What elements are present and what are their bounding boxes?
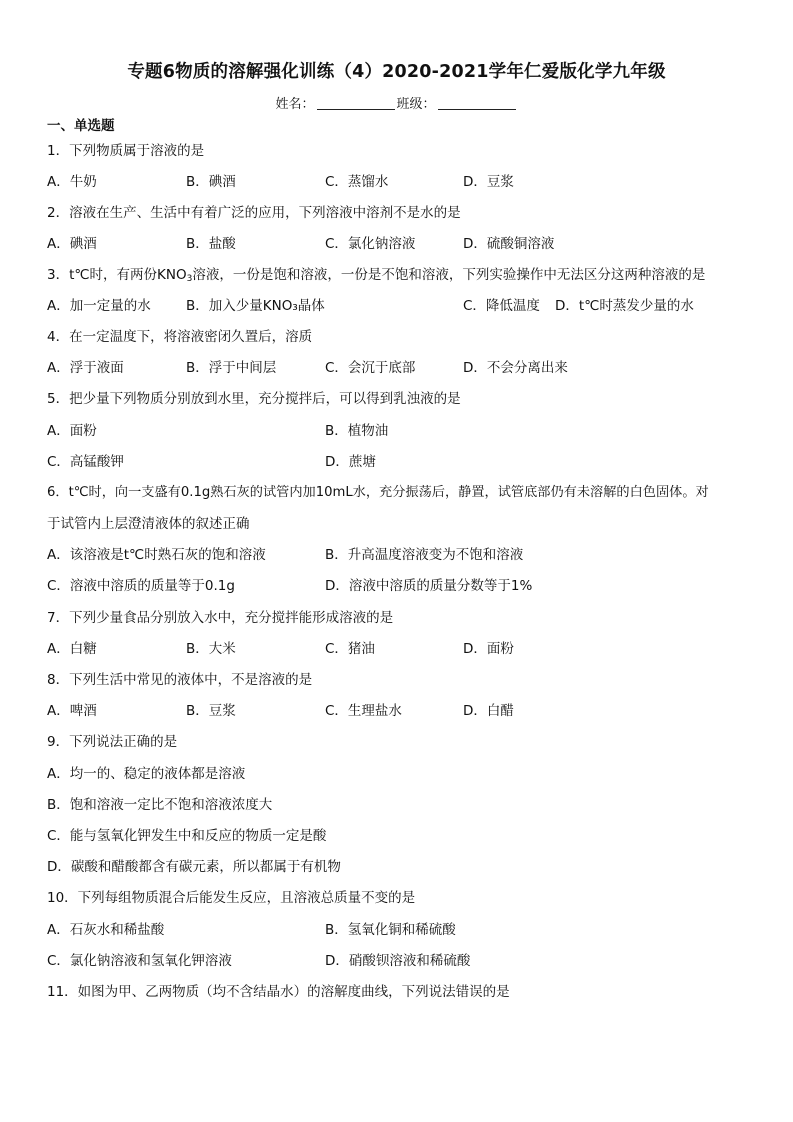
option: B．碘酒 xyxy=(186,174,236,190)
option: D．白醋 xyxy=(463,703,514,719)
option: B．大米 xyxy=(186,641,236,657)
question-stem: 2．溶液在生产、生活中有着广泛的应用，下列溶液中溶剂不是水的是 xyxy=(47,205,461,221)
option: C．溶液中溶质的质量等于0.1g xyxy=(47,578,235,594)
subscript: 3 xyxy=(186,274,193,284)
page-title: 专题6物质的溶解强化训练（4）2020-2021学年仁爱版化学九年级 xyxy=(127,62,666,82)
option: B．加入少量KNO₃晶体 xyxy=(186,298,325,314)
option: D．蔗塘 xyxy=(325,454,376,470)
option: A．石灰水和稀盐酸 xyxy=(47,922,165,938)
option: D．面粉 xyxy=(463,641,514,657)
option: A．啤酒 xyxy=(47,703,97,719)
option: B．饱和溶液一定比不饱和溶液浓度大 xyxy=(47,797,273,813)
question-stem-continued: 于试管内上层澄清液体的叙述正确 xyxy=(47,516,250,532)
option: C．氯化钠溶液和氢氧化钾溶液 xyxy=(47,953,232,969)
option: A．面粉 xyxy=(47,423,97,439)
option: A．均一的、稳定的液体都是溶液 xyxy=(47,766,246,782)
option: C．能与氢氧化钾发生中和反应的物质一定是酸 xyxy=(47,828,327,844)
name-blank[interactable] xyxy=(317,96,395,110)
question-stem xyxy=(47,263,705,284)
option: B．氢氧化铜和稀硫酸 xyxy=(325,922,456,938)
option: B．豆浆 xyxy=(186,703,236,719)
option: A．浮于液面 xyxy=(47,360,124,376)
stem-part: 溶液，一份是饱和溶液，一份是不饱和溶液，下列实验操作中无法区分这两种溶液的是 xyxy=(192,267,706,283)
option: D．碳酸和醋酸都含有碳元素，所以都属于有机物 xyxy=(47,859,341,875)
option: D．t℃时蒸发少量的水 xyxy=(555,298,694,314)
question-stem: 9．下列说法正确的是 xyxy=(47,734,178,750)
question-stem: 7．下列少量食品分别放入水中，充分搅拌能形成溶液的是 xyxy=(47,610,394,626)
name-class-line xyxy=(0,93,793,112)
question-stem: 6．t℃时，向一支盛有0.1g熟石灰的试管内加10mL水，充分振荡后，静置，试管底部仍有未溶解的白色固体。对 xyxy=(47,485,709,500)
question-stem: 8．下列生活中常见的液体中，不是溶液的是 xyxy=(47,672,313,688)
option: C．生理盐水 xyxy=(325,703,402,719)
option: D．硝酸钡溶液和稀硫酸 xyxy=(325,953,471,969)
question-stem: 4．在一定温度下，将溶液密闭久置后，溶质 xyxy=(47,329,313,345)
option: C．猪油 xyxy=(325,641,375,657)
option: C．氯化钠溶液 xyxy=(325,236,416,252)
class-blank[interactable] xyxy=(438,96,516,110)
question-stem: 11．如图为甲、乙两物质（均不含结晶水）的溶解度曲线，下列说法错误的是 xyxy=(47,984,510,1000)
option: A．碘酒 xyxy=(47,236,97,252)
option: B．植物油 xyxy=(325,423,389,439)
option: A．加一定量的水 xyxy=(47,298,151,314)
name-label: 姓名： xyxy=(275,97,315,112)
option: D．硫酸铜溶液 xyxy=(463,236,555,252)
class-label: 班级： xyxy=(396,97,436,112)
option: B．升高温度溶液变为不饱和溶液 xyxy=(325,547,524,563)
option: B．浮于中间层 xyxy=(186,360,277,376)
question-stem: 1．下列物质属于溶液的是 xyxy=(47,143,205,159)
option: C．蒸馏水 xyxy=(325,174,389,190)
option: C．会沉于底部 xyxy=(325,360,416,376)
option: A．白糖 xyxy=(47,641,97,657)
option: A．该溶液是t℃时熟石灰的饱和溶液 xyxy=(47,547,266,563)
question-stem: 10．下列每组物质混合后能发生反应，且溶液总质量不变的是 xyxy=(47,890,416,906)
option: D．豆浆 xyxy=(463,174,514,190)
stem-part: 3．t℃时，有两份KNO xyxy=(47,267,187,283)
section-heading: 一、单选题 xyxy=(47,118,115,134)
option: B．盐酸 xyxy=(186,236,236,252)
option: D．溶液中溶质的质量分数等于1% xyxy=(325,578,533,594)
option: C．降低温度 xyxy=(463,298,540,314)
option: A．牛奶 xyxy=(47,174,97,190)
option: D．不会分离出来 xyxy=(463,360,568,376)
option: C．高锰酸钾 xyxy=(47,454,124,470)
question-stem: 5．把少量下列物质分别放到水里，充分搅拌后，可以得到乳浊液的是 xyxy=(47,391,461,407)
